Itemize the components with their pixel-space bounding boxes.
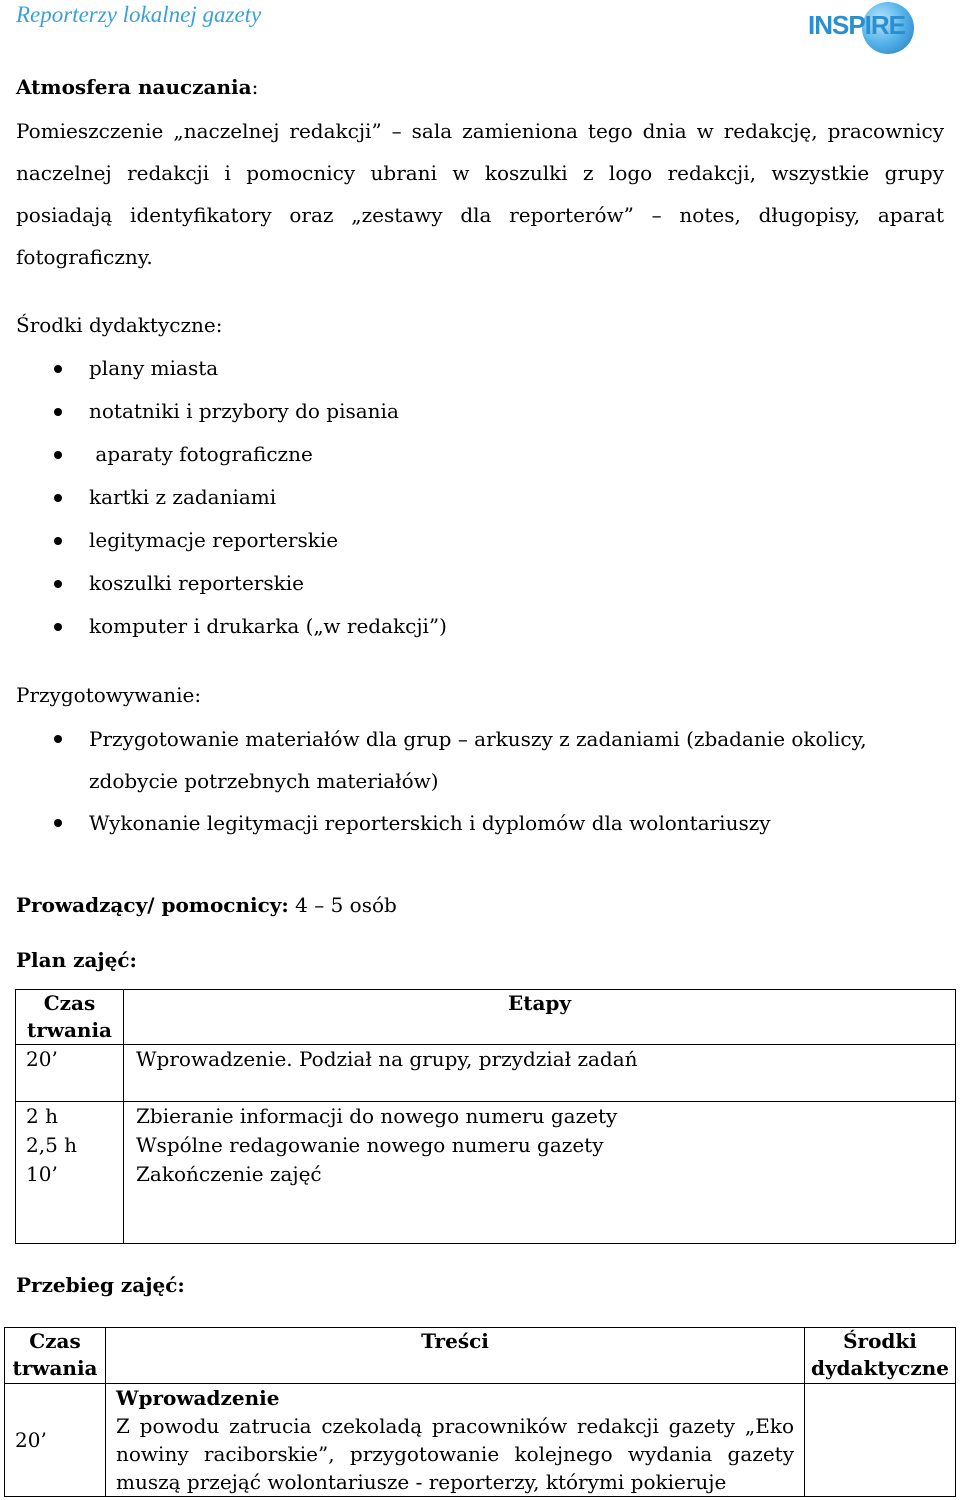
header-title: Reporterzy lokalnej gazety bbox=[16, 2, 262, 27]
przygotowywanie-heading: Przygotowywanie: bbox=[16, 683, 202, 707]
przebieg-header-means: Środki dydaktyczne bbox=[805, 1328, 956, 1384]
przebieg-table bbox=[4, 1327, 956, 1497]
inspire-logo bbox=[806, 0, 916, 60]
plan-stage-cell: Wspólne redagowanie nowego numeru gazety bbox=[136, 1133, 604, 1157]
atmosfera-line-3: posiadają identyfikatory oraz „zestawy dla reporterów” – notes, długopisy, aparat bbox=[16, 203, 944, 227]
atmosfera-line-1: Pomieszczenie „naczelnej redakcji” – sala zamieniona tego dnia w redakcję, pracownicy bbox=[16, 119, 944, 143]
plan-stage-cell: Wprowadzenie. Podział na grupy, przydział zadań bbox=[124, 1045, 956, 1102]
plan-table bbox=[15, 989, 956, 1244]
list-item: plany miasta bbox=[0, 353, 447, 396]
plan-header-stages: Etapy bbox=[124, 990, 956, 1045]
list-item: legitymacje reporterskie bbox=[0, 525, 447, 568]
list-item: kartki z zadaniami bbox=[0, 482, 447, 525]
przebieg-content-text: Z powodu zatrucia czekoladą pracowników redakcji gazety „Eko nowiny raciborskie”, przygotowanie kolejnego wydania gazety muszą przejąć wolontariusze - reporterzy, którymi pokieruje bbox=[116, 1414, 794, 1494]
prowadzacy-line bbox=[16, 893, 397, 917]
przygotowywanie-list bbox=[0, 718, 880, 844]
plan-time-group bbox=[16, 1102, 124, 1244]
table-row bbox=[16, 1045, 956, 1102]
list-item: Przygotowanie materiałów dla grup – arkuszy z zadaniami (zbadanie okolicy, zdobycie potrzebnych materiałów) bbox=[0, 718, 880, 802]
list-item: aparaty fotograficzne bbox=[0, 439, 447, 482]
przebieg-content-title: Wprowadzenie bbox=[116, 1386, 280, 1410]
list-item: komputer i drukarka („w redakcji”) bbox=[0, 611, 447, 654]
srodki-heading: Środki dydaktyczne: bbox=[16, 313, 223, 337]
list-item: Wykonanie legitymacji reporterskich i dyplomów dla wolontariuszy bbox=[0, 802, 880, 844]
przebieg-header-time: Czas trwania bbox=[5, 1328, 106, 1384]
table-row bbox=[16, 1102, 956, 1244]
przebieg-means-cell bbox=[805, 1384, 956, 1497]
list-item: koszulki reporterskie bbox=[0, 568, 447, 611]
atmosfera-line-2: naczelnej redakcji i pomocnicy ubrani w koszulki z logo redakcji, wszystkie grupy bbox=[16, 161, 944, 185]
przebieg-time-cell: 20’ bbox=[5, 1384, 106, 1497]
prowadzacy-value: 4 – 5 osób bbox=[288, 893, 397, 917]
plan-stage-cell: Zbieranie informacji do nowego numeru gazety bbox=[136, 1104, 618, 1128]
srodki-list bbox=[0, 353, 447, 654]
plan-time-cell: 2 h bbox=[26, 1104, 58, 1128]
atmosfera-line-4: fotograficzny. bbox=[16, 245, 153, 269]
plan-header-time: Czas trwania bbox=[16, 990, 124, 1045]
logo-text: INSPIRE bbox=[808, 10, 906, 40]
prowadzacy-label: Prowadzący/ pomocnicy: bbox=[16, 893, 289, 917]
plan-time-cell: 10’ bbox=[26, 1162, 58, 1186]
plan-stage-group bbox=[124, 1102, 956, 1244]
plan-time-cell: 2,5 h bbox=[26, 1133, 78, 1157]
plan-stage-cell: Zakończenie zajęć bbox=[136, 1162, 322, 1186]
plan-heading: Plan zajęć: bbox=[16, 948, 137, 972]
plan-time-cell: 20’ bbox=[16, 1045, 124, 1102]
table-row bbox=[5, 1384, 956, 1497]
przebieg-heading: Przebieg zajęć: bbox=[16, 1273, 185, 1297]
list-item: notatniki i przybory do pisania bbox=[0, 396, 447, 439]
przebieg-content-cell bbox=[106, 1384, 805, 1497]
przebieg-header-content: Treści bbox=[106, 1328, 805, 1384]
atmosfera-heading: Atmosfera nauczania: bbox=[16, 75, 259, 99]
